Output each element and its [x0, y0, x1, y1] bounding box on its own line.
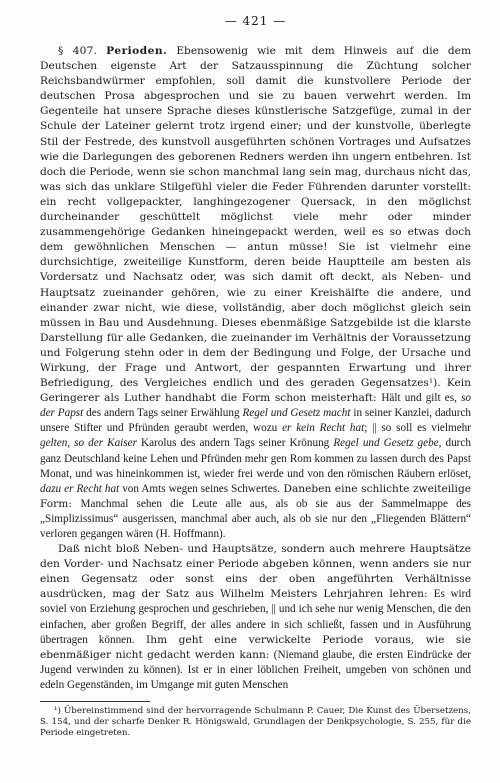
- text-run: Regel und Gesetz macht: [242, 407, 351, 420]
- section-title: Perioden.: [106, 45, 168, 57]
- text-run: von Amts wegen seines Schwertes.: [119, 482, 280, 495]
- section-number: § 407.: [58, 45, 98, 57]
- text-run: (Niemand glaube, die ersten Eindrücke der Jugend verwinden zu können). Ist er in einer löblichen Freiheit, umgeben von schönen und edeln Gegenständen, im Umgange mit guten Menschen: [40, 648, 471, 691]
- page-number: — 421 —: [224, 14, 287, 28]
- text-run: Regel und Gesetz gebe: [333, 437, 439, 450]
- text-run: Karolus des andern Tags seiner Krönung: [136, 437, 334, 450]
- footnote: [40, 706, 471, 739]
- paragraph: [40, 542, 471, 693]
- footnote-divider: [40, 701, 150, 702]
- text-run: Manchmal sehen die Leute alle aus, als ob sie aus der Sammelmappe des „Simplizissimus“ ausgerissen, manchmal aber auch, als ob sie nur den „Fliegenden Blättern“ verloren gegangen wären (H. Hoffmann).: [40, 497, 471, 540]
- text-run: er kein Recht hat: [282, 422, 365, 435]
- text-run: Es wird soviel von Erziehung gesprochen und geschrieben, || und ich sehe nur wenig Menschen, die den einfachen, aber großen Begriff, der alles andere in sich schließt, fassen und in Ausführung übertragen können.: [40, 588, 471, 646]
- paragraph-runs: [40, 543, 471, 691]
- text-run: ; || so soll es vielmehr: [364, 422, 471, 435]
- main-text: [40, 44, 471, 693]
- footnote-text: ¹) Übereinstimmend sind der hervorragende Schulmann P. Cauer, Die Kunst des Übersetzens, S. 154, und der scharfe Denker R. Hönigswald, Grundlagen der Denkpsychologie, S. 255, für die Periode eingetreten.: [40, 706, 471, 739]
- text-run: dazu er Recht hat: [40, 482, 120, 495]
- text-run: gelten, so der Kaiser: [40, 437, 137, 450]
- text-run: des andern Tags seiner Erwählung: [83, 407, 243, 420]
- text-run: Daß nicht bloß Neben- und Hauptsätze, sondern auch mehrere Hauptsätze den Vorder- und Nachsatz einer Periode abgeben können, wenn anders sie nur einen Gegensatz oder sonst eins der oben angeführten Verhältnisse ausdrücken, mag der Satz aus Wilhelm Meisters Lehrjahren lehren:: [40, 543, 471, 601]
- text-run: Hält und gilt es,: [381, 392, 462, 405]
- text-run: so der Papst: [40, 392, 472, 420]
- text-run: Daneben eine schlichte zweiteilige Form:: [40, 482, 471, 510]
- text-run: Ihm geht eine verwickelte Periode voraus, wie sie ebenmäßiger nicht gedacht werden kann:: [40, 633, 471, 661]
- text-run: Ebensowenig wie mit dem Hinweis auf die dem Deutschen eigenste Art der Satzausspinnung die Züchtung solcher Reichsbandwürmer empfohlen, soll damit die kunstvollere Periode der deutschen Prosa abgesprochen und sie zu bauen verwehrt werden. Im Gegenteile hat unsere Sprache dieses künstlerische Satzgefüge, zumal in der Schule der Lateiner gelernt trotz irgend einer; und der kunstvolle, überlegte Stil der Festrede, des kunstvoll ausgeführten schönen Vortrages und Aufsatzes wie die Darlegungen des geborenen Redners werden ihn ungern entbehren. Ist doch die Periode, wenn sie schon manchmal lang sein mag, durchaus nicht das, was sich das unklare Stilgefühl vieler die Feder Führenden darunter vorstellt: ein recht vollgepackter, langhingezogener Quersack, in den möglichst durcheinander geschüttelt möglichst viele mehr oder minder zusammengehörige Gedanken hineingepackt werden, weil es so etwas doch dem gewöhnlichen Menschen — antun müsse! Sie ist vielmehr eine durchsichtige, zweiteilige Kunstform, deren beide Hauptteile am besten als Vordersatz und Nachsatz oder, was sich damit oft deckt, als Neben- und Hauptsatz zueinander gehören, wie zu einer Kreishälfte die andere, und einander zwar nicht, wie diese, vollständig, aber doch möglichst gleich sein müssen in Bau und Ausdehnung. Dieses ebenmäßige Satzgebilde ist die klarste Darstellung für alle Gedanken, die zueinander im Verhältnis der Voraussetzung und Folgerung stehn oder in dem der Bedingung und Folge, der Ursache und Wirkung, der Frage und Antwort, der gespannten Erwartung und ihrer Befriedigung, des Vergleiches endlich und des geraden Gegensatzes¹). Kein Geringerer als Luther handhabt die Form schon meisterhaft:: [40, 45, 471, 405]
- paragraph-runs: [40, 45, 471, 540]
- text-run: , durch ganz Deutschland keine Lehen und Pfründen mehr gen Rom kommen zu lassen durch des Papst Monat, und was hineinkommen ist, wieder frei werde und von den römischen Räubern erlöset,: [40, 437, 471, 480]
- text-run: in seiner Kanzlei, dadurch unsere Stifter und Pfründen geraubt werden, wozu: [40, 407, 472, 435]
- paragraph: [40, 44, 471, 542]
